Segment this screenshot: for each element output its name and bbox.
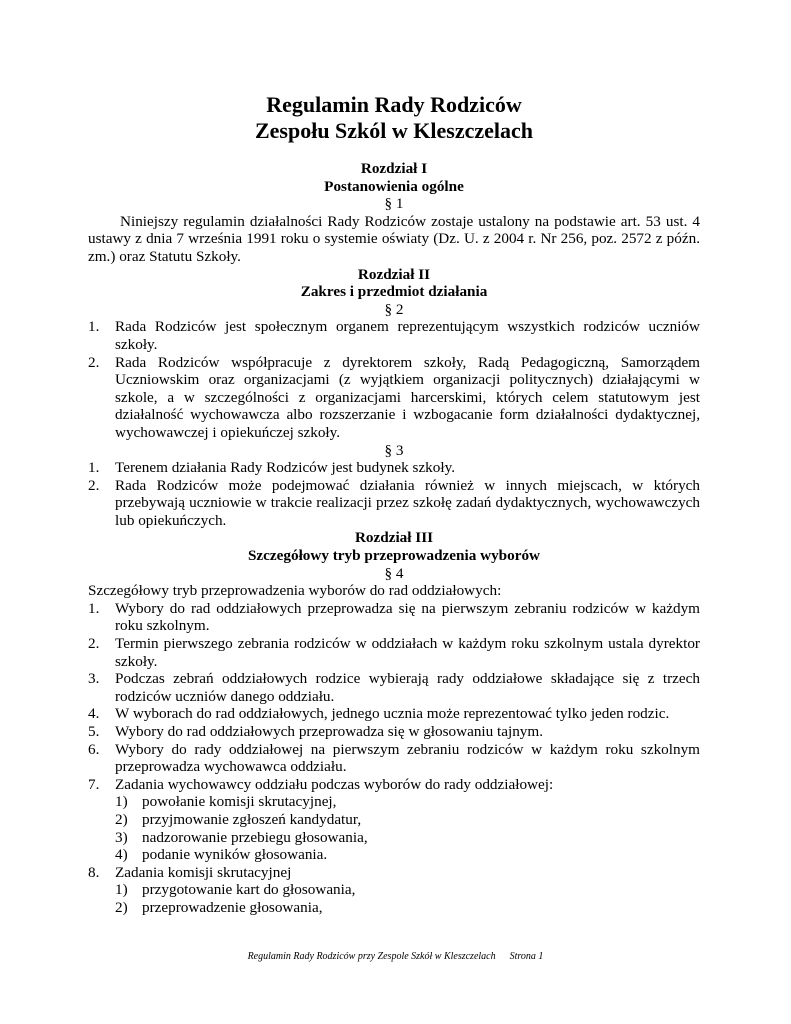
section-2-list <box>88 318 700 441</box>
sublist-item-number: 2) <box>115 810 128 828</box>
title-line-1: Regulamin Rady Rodziców <box>266 92 522 117</box>
sublist-item <box>115 899 700 917</box>
list-item <box>88 741 700 776</box>
list-item <box>88 459 700 477</box>
section-4-intro: Szczegółowy tryb przeprowadzenia wyborów do rad oddziałowych: <box>88 582 502 600</box>
sublist-item <box>115 829 700 847</box>
list-item <box>88 354 700 442</box>
list-item-number: 7. <box>88 775 100 793</box>
sublist-item-number: 2) <box>115 898 128 916</box>
list-item-text: Wybory do rady oddziałowej na pierwszym zebraniu rodziców w każdym roku szkolnym przeprowadza wychowawca oddziału. <box>115 740 700 776</box>
section-4-mark: § 4 <box>384 564 404 582</box>
list-item-number: 3. <box>88 670 100 688</box>
list-item <box>88 776 700 864</box>
list-item <box>88 864 700 917</box>
sublist-item-text: powołanie komisji skrutacyjnej, <box>142 793 337 811</box>
list-item-number: 6. <box>88 740 100 758</box>
sublist-item-text: nadzorowanie przebiegu głosowania, <box>142 828 368 846</box>
sublist-item-text: przygotowanie kart do głosowania, <box>142 881 356 899</box>
list-item <box>88 318 700 353</box>
list-item <box>88 723 700 741</box>
list-item-number: 2. <box>88 635 100 653</box>
sublist-item <box>115 881 700 899</box>
list-item-text: Rada Rodziców jest społecznym organem reprezentującym wszystkich rodziców uczniów szkoły. <box>115 318 700 353</box>
chapter-3-subheading: Szczegółowy tryb przeprowadzenia wyborów <box>247 547 541 565</box>
list-item-number: 8. <box>88 863 100 881</box>
sublist-item-number: 1) <box>115 881 128 899</box>
list-item-text: Terenem działania Rady Rodziców jest budynek szkoły. <box>115 459 455 477</box>
list-item-number: 1. <box>88 459 100 477</box>
section-4-list <box>88 600 700 917</box>
sublist-item-number: 1) <box>115 793 128 811</box>
sublist-item <box>115 846 700 864</box>
section-1-mark: § 1 <box>384 195 404 213</box>
sublist-item <box>115 811 700 829</box>
list-item <box>88 477 700 530</box>
footer-text: Regulamin Rady Rodziców przy Zespole Szkół w Kleszczelach <box>247 951 496 962</box>
list-item-text: Zadania komisji skrutacyjnej <box>115 863 292 881</box>
list-item-text: Podczas zebrań oddziałowych rodzice wybierają rady oddziałowe składające się z trzech rodziców uczniów danego oddziału. <box>115 670 700 705</box>
list-item-text: Termin pierwszego zebrania rodziców w oddziałach w każdym roku szkolnym ustala dyrektor szkoły. <box>115 635 700 670</box>
sublist-item-text: przyjmowanie zgłoszeń kandydatur, <box>142 810 362 828</box>
chapter-3-heading: Rozdział III <box>354 529 434 547</box>
list-item-text: Wybory do rad oddziałowych przeprowadza się w głosowaniu tajnym. <box>115 723 544 740</box>
list-item-number: 2. <box>88 353 100 371</box>
chapter-1-heading: Rozdział I <box>360 160 428 177</box>
sublist-item-number: 3) <box>115 828 128 846</box>
chapter-2-subheading: Zakres i przedmiot działania <box>300 283 488 301</box>
section-1-text: Niniejszy regulamin działalności Rady Rodziców zostaje ustalony na podstawie art. 53 ust. 4 ustawy z dnia 7 września 1991 roku o systemie oświaty (Dz. U. z 2004 r. Nr 256, poz. 2572 z późn. zm.) oraz Statutu Szkoły. <box>88 212 700 265</box>
list-item-text: Rada Rodziców może podejmować działania również w innych miejscach, w których przebywają uczniowie w trakcie realizacji przez szkołę zadań dydaktycznych, wychowawczych lub opiekuńczych. <box>115 476 700 529</box>
list-item-text: W wyborach do rad oddziałowych, jednego ucznia może reprezentować tylko jeden rodzic. <box>115 705 670 723</box>
document-title <box>88 92 700 144</box>
list-item-text: Rada Rodziców współpracuje z dyrektorem szkoły, Radą Pedagogiczną, Samorządem Uczniowskim oraz organizacjami (z wyjątkiem organizacji politycznych) działającymi w szkole, a w szczególności z organizacjami harcerskimi, których celem statutowym jest działalność wychowawcza albo rozszerzanie i wzbogacanie form działalności dydaktycznej, wychowawczej i opiekuńczej szkoły. <box>115 353 700 441</box>
list-item-text: Zadania wychowawcy oddziału podczas wyborów do rady oddziałowej: <box>115 775 554 793</box>
list-item <box>88 600 700 635</box>
list-item-text: Wybory do rad oddziałowych przeprowadza się na pierwszym zebraniu rodziców w każdym roku szkolnym. <box>115 599 700 635</box>
sublist-item-text: przeprowadzenie głosowania, <box>142 898 323 916</box>
list-item-number: 4. <box>88 705 100 723</box>
page-footer <box>0 951 791 963</box>
list-item-number: 1. <box>88 599 100 617</box>
title-line-2: Zespołu Szkól w Kleszczelach <box>254 118 534 143</box>
sublist-item <box>115 793 700 811</box>
list-item-number: 5. <box>88 723 100 740</box>
chapter-2-heading: Rozdział II <box>357 265 431 283</box>
list-item-number: 1. <box>88 318 100 336</box>
sublist-item-text: podanie wyników głosowania. <box>142 846 328 864</box>
sublist-item-number: 4) <box>115 846 128 864</box>
page-number: Strona 1 <box>509 951 544 962</box>
sublist <box>115 793 700 863</box>
sublist <box>115 881 700 916</box>
list-item-number: 2. <box>88 476 100 494</box>
section-3-list <box>88 459 700 529</box>
list-item <box>88 705 700 723</box>
section-2-mark: § 2 <box>384 300 404 318</box>
list-item <box>88 670 700 705</box>
document-body <box>88 92 700 917</box>
list-item <box>88 635 700 670</box>
section-3-mark: § 3 <box>384 441 404 459</box>
chapter-1-subheading: Postanowienia ogólne <box>324 177 464 195</box>
